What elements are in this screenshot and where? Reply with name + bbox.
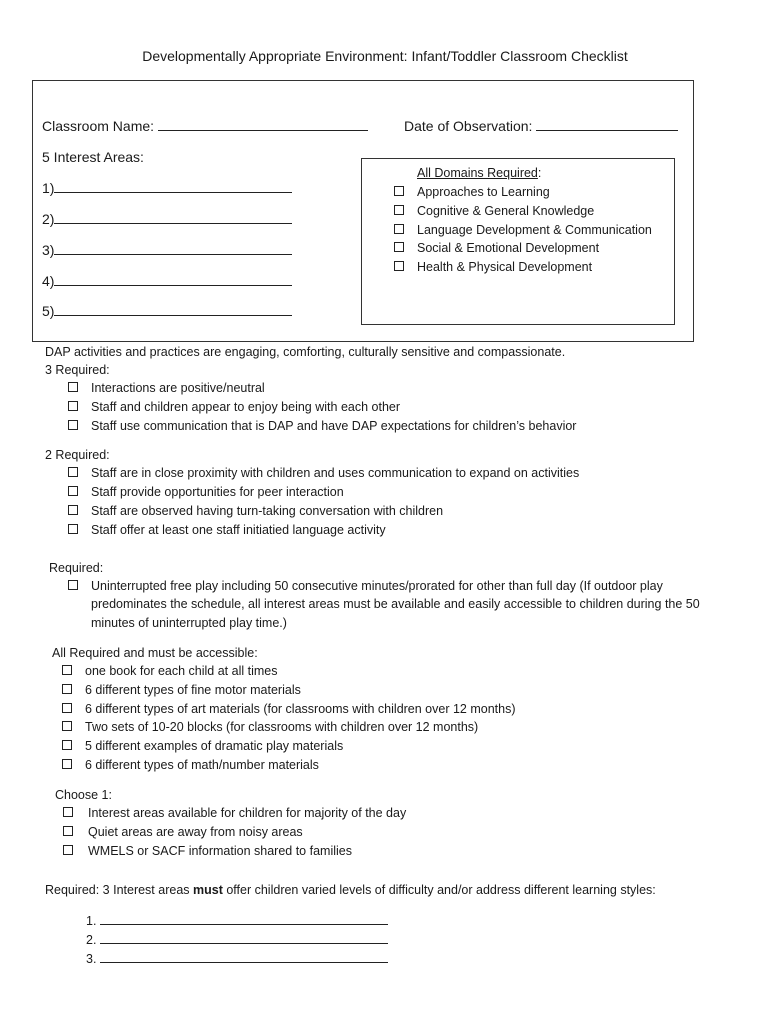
checklist-item: Staff provide opportunities for peer interaction [91, 485, 344, 499]
checkbox[interactable] [68, 420, 78, 430]
learning-style-number: 3. [86, 952, 97, 966]
checkbox[interactable] [68, 505, 78, 515]
checkbox[interactable] [68, 467, 78, 477]
checklist-item: one book for each child at all times [85, 664, 278, 678]
checklist-item: Staff offer at least one staff initiatied language activity [91, 523, 386, 537]
interest-area-number: 5) [42, 303, 55, 319]
checkbox[interactable] [62, 703, 72, 713]
learning-style-row [86, 912, 388, 928]
interest-area-row [42, 180, 292, 196]
checklist-item: Interest areas available for children for majority of the day [88, 806, 407, 820]
interest-area-row [42, 273, 292, 289]
checkbox[interactable] [63, 845, 73, 855]
date-label: Date of Observation: [404, 118, 533, 134]
checkbox[interactable] [394, 205, 404, 215]
checklist-item: Staff and children appear to enjoy being with each other [91, 400, 401, 414]
interest-areas-label: 5 Interest Areas: [42, 149, 144, 165]
checklist-item: Interactions are positive/neutral [91, 381, 265, 395]
checkbox[interactable] [62, 759, 72, 769]
interest-area-field[interactable] [54, 180, 292, 193]
interest-area-row [42, 211, 292, 227]
domain-item: Approaches to Learning [417, 185, 550, 199]
classroom-name-row [42, 118, 368, 134]
interest-area-row [42, 303, 292, 319]
section-heading: 2 Required: [45, 448, 110, 462]
checkbox[interactable] [68, 486, 78, 496]
checklist-item-line: Uninterrupted free play including 50 consecutive minutes/prorated for other than full day (If outdoor play [91, 579, 663, 593]
domain-item: Cognitive & General Knowledge [417, 204, 595, 218]
learning-style-number: 1. [86, 914, 97, 928]
interest-area-field[interactable] [54, 273, 292, 286]
checklist-item: Staff are observed having turn-taking conversation with children [91, 504, 444, 518]
interest-area-field[interactable] [54, 303, 292, 316]
checkbox[interactable] [394, 224, 404, 234]
learning-style-field[interactable] [100, 931, 388, 944]
domain-item: Social & Emotional Development [417, 241, 600, 255]
checklist-item: Staff use communication that is DAP and have DAP expectations for children’s behavior [91, 419, 577, 433]
learning-style-number: 2. [86, 933, 97, 947]
date-field[interactable] [536, 118, 678, 131]
classroom-name-label: Classroom Name: [42, 118, 155, 134]
checklist-item: 6 different types of art materials (for classrooms with children over 12 months) [85, 702, 516, 716]
checkbox[interactable] [63, 807, 73, 817]
checklist-item-line: predominates the schedule, all interest areas must be available and easily accessible to children during the 50 [91, 597, 700, 611]
domains-heading-text: All Domains Required [417, 166, 538, 180]
section-heading: All Required and must be accessible: [52, 646, 258, 660]
checkbox[interactable] [62, 740, 72, 750]
interest-area-row [42, 242, 292, 258]
interest-area-number: 3) [42, 242, 55, 258]
interest-area-number: 4) [42, 273, 55, 289]
section-heading: 3 Required: [45, 363, 110, 377]
checkbox[interactable] [394, 261, 404, 271]
checkbox[interactable] [62, 665, 72, 675]
learning-style-row [86, 931, 388, 947]
section-heading: Choose 1: [55, 788, 112, 802]
interest-area-number: 1) [42, 180, 55, 196]
checkbox[interactable] [68, 580, 78, 590]
date-row [404, 118, 678, 134]
domains-heading [417, 166, 541, 180]
checkbox[interactable] [68, 401, 78, 411]
checklist-item: WMELS or SACF information shared to families [88, 844, 352, 858]
learning-style-field[interactable] [100, 950, 388, 963]
checklist-item: 5 different examples of dramatic play materials [85, 739, 344, 753]
final-statement [45, 883, 656, 897]
checklist-item: 6 different types of fine motor materials [85, 683, 301, 697]
final-statement-emphasis: must [193, 883, 223, 897]
domains-heading-colon: : [537, 166, 542, 180]
checklist-item: Quiet areas are away from noisy areas [88, 825, 303, 839]
checkbox[interactable] [68, 524, 78, 534]
page-title: Developmentally Appropriate Environment: Infant/Toddler Classroom Checklist [142, 48, 628, 64]
checkbox[interactable] [62, 684, 72, 694]
section-heading: Required: [49, 561, 104, 575]
checklist-item: 6 different types of math/number materials [85, 758, 319, 772]
interest-area-field[interactable] [54, 242, 292, 255]
checklist-item: Staff are in close proximity with children and uses communication to expand on activities [91, 466, 580, 480]
domain-item: Language Development & Communication [417, 223, 652, 237]
checkbox[interactable] [63, 826, 73, 836]
learning-style-row [86, 950, 388, 966]
interest-area-number: 2) [42, 211, 55, 227]
checkbox[interactable] [394, 186, 404, 196]
checkbox[interactable] [394, 242, 404, 252]
final-statement-suffix: offer children varied levels of difficulty and/or address different learning styles: [222, 883, 656, 897]
classroom-name-field[interactable] [158, 118, 368, 131]
checkbox[interactable] [62, 721, 72, 731]
final-statement-prefix: Required: 3 Interest areas [45, 883, 193, 897]
dap-statement: DAP activities and practices are engaging, comforting, culturally sensitive and compassionate. [45, 345, 566, 359]
checkbox[interactable] [68, 382, 78, 392]
domain-item: Health & Physical Development [417, 260, 593, 274]
learning-style-field[interactable] [100, 912, 388, 925]
checklist-item: Two sets of 10-20 blocks (for classrooms with children over 12 months) [85, 720, 479, 734]
interest-area-field[interactable] [54, 211, 292, 224]
checklist-item-line: minutes of uninterrupted play time.) [91, 616, 287, 630]
